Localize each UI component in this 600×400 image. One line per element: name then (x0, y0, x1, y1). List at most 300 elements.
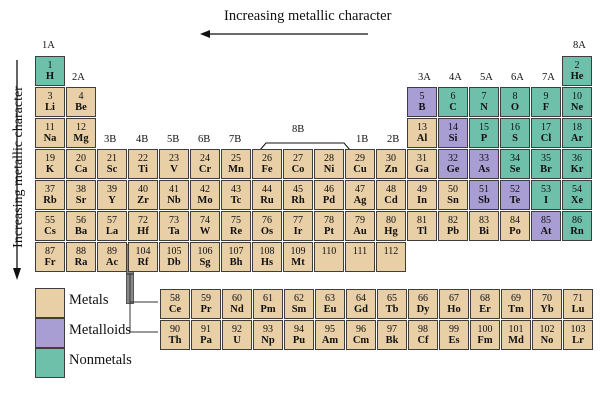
group-label-2a: 2A (72, 72, 85, 83)
element-cell (345, 211, 375, 241)
legend-swatch-metals (35, 288, 65, 318)
element-symbol: Ti (138, 164, 148, 175)
element-symbol: Be (75, 102, 87, 113)
group-label-8a: 8A (573, 40, 586, 51)
element-cell (377, 320, 407, 350)
element-symbol: Ta (168, 226, 180, 237)
element-symbol: He (570, 71, 584, 82)
element-cell (469, 118, 499, 148)
element-cell (160, 320, 190, 350)
element-symbol: Zr (137, 195, 149, 206)
atomic-number: 31 (417, 153, 427, 164)
element-symbol: Ra (74, 257, 88, 268)
group-label-6a: 6A (511, 72, 524, 83)
element-symbol: Mo (197, 195, 213, 206)
element-cell (531, 180, 561, 210)
atomic-number: 7 (481, 91, 487, 102)
element-cell (500, 211, 530, 241)
element-cell (438, 180, 468, 210)
element-symbol: Po (509, 226, 521, 237)
element-cell (66, 87, 96, 117)
atomic-number: 21 (107, 153, 117, 164)
element-cell (284, 289, 314, 319)
atomic-number: 93 (263, 324, 273, 335)
atomic-number: 82 (448, 215, 458, 226)
atomic-number: 86 (572, 215, 582, 226)
element-symbol: Ba (74, 226, 88, 237)
atomic-number: 101 (508, 324, 524, 335)
element-cell (501, 320, 531, 350)
element-cell (345, 149, 375, 179)
element-cell (376, 242, 406, 272)
element-symbol: Fr (44, 257, 56, 268)
atomic-number: 39 (107, 184, 117, 195)
element-symbol: Ho (447, 304, 461, 315)
atomic-number: 74 (200, 215, 210, 226)
element-cell (35, 242, 65, 272)
element-cell (408, 320, 438, 350)
atomic-number: 78 (324, 215, 334, 226)
atomic-number: 107 (228, 246, 244, 257)
element-cell (191, 320, 221, 350)
element-cell (470, 320, 500, 350)
element-symbol: Y (108, 195, 116, 206)
element-cell (562, 118, 592, 148)
element-cell (469, 180, 499, 210)
element-symbol: Ac (105, 257, 119, 268)
atomic-number: 55 (45, 215, 55, 226)
atomic-number: 14 (448, 122, 458, 133)
atomic-number: 60 (232, 293, 242, 304)
element-symbol: Bk (385, 335, 399, 346)
atomic-number: 73 (169, 215, 179, 226)
element-cell (283, 211, 313, 241)
atomic-number: 17 (541, 122, 551, 133)
atomic-number: 79 (355, 215, 365, 226)
element-cell (221, 149, 251, 179)
element-cell (35, 87, 65, 117)
element-cell (97, 242, 127, 272)
element-cell (315, 320, 345, 350)
atomic-number: 69 (511, 293, 521, 304)
atomic-number: 95 (325, 324, 335, 335)
element-cell (190, 242, 220, 272)
element-cell (563, 320, 593, 350)
atomic-number: 45 (293, 184, 303, 195)
element-symbol: Xe (570, 195, 584, 206)
atomic-number: 12 (76, 122, 86, 133)
atomic-number: 44 (262, 184, 272, 195)
element-symbol: Db (167, 257, 181, 268)
element-cell (253, 320, 283, 350)
element-symbol: Er (479, 304, 491, 315)
element-symbol: K (45, 164, 55, 175)
element-symbol: Bh (229, 257, 243, 268)
atomic-number: 15 (479, 122, 489, 133)
element-cell (35, 149, 65, 179)
element-symbol: La (105, 226, 119, 237)
element-cell (252, 180, 282, 210)
element-cell (439, 320, 469, 350)
atomic-number: 23 (169, 153, 179, 164)
atomic-number: 106 (197, 246, 213, 257)
atomic-number: 59 (201, 293, 211, 304)
element-cell (35, 56, 65, 86)
element-cell (222, 289, 252, 319)
atomic-number: 108 (259, 246, 275, 257)
legend-label-metals: Metals (69, 292, 109, 308)
top-axis-title: Increasing metallic character (224, 8, 392, 24)
element-symbol: Rh (291, 195, 305, 206)
element-symbol: B (418, 102, 426, 113)
element-symbol: Np (261, 335, 275, 346)
element-symbol: Ni (323, 164, 335, 175)
element-cell (376, 180, 406, 210)
atomic-number: 51 (479, 184, 489, 195)
element-symbol: Sm (291, 304, 307, 315)
atomic-number: 36 (572, 153, 582, 164)
atomic-number: 99 (449, 324, 459, 335)
element-cell (438, 87, 468, 117)
element-symbol: Ru (260, 195, 274, 206)
element-cell (438, 211, 468, 241)
element-cell (408, 289, 438, 319)
element-cell (531, 149, 561, 179)
element-symbol: Se (509, 164, 521, 175)
element-symbol: Cm (352, 335, 370, 346)
atomic-number: 96 (356, 324, 366, 335)
group-label-7b: 7B (229, 134, 242, 145)
element-symbol: Cl (540, 133, 552, 144)
element-symbol: No (540, 335, 554, 346)
element-symbol: Md (508, 335, 524, 346)
atomic-number: 10 (572, 91, 582, 102)
element-cell (377, 289, 407, 319)
element-cell (314, 211, 344, 241)
element-symbol: Re (229, 226, 243, 237)
element-cell (469, 211, 499, 241)
atomic-number: 8 (512, 91, 518, 102)
atomic-number: 42 (200, 184, 210, 195)
atomic-number: 87 (45, 246, 55, 257)
element-cell (159, 180, 189, 210)
atomic-number: 6 (450, 91, 456, 102)
element-symbol: V (170, 164, 178, 175)
atomic-number: 49 (417, 184, 427, 195)
atomic-number: 32 (448, 153, 458, 164)
element-cell (35, 180, 65, 210)
atomic-number: 67 (449, 293, 459, 304)
element-symbol: Te (509, 195, 521, 206)
element-symbol: Zn (384, 164, 398, 175)
element-cell (97, 149, 127, 179)
element-symbol: Ag (353, 195, 367, 206)
element-symbol: In (417, 195, 427, 206)
atomic-number: 104 (135, 246, 151, 257)
element-symbol: N (480, 102, 488, 113)
atomic-number: 35 (541, 153, 551, 164)
element-cell (531, 118, 561, 148)
atomic-number: 33 (479, 153, 489, 164)
element-symbol: Ce (168, 304, 182, 315)
element-symbol: Pt (324, 226, 334, 237)
element-cell (500, 149, 530, 179)
element-symbol: U (233, 335, 241, 346)
element-symbol: Cs (44, 226, 56, 237)
element-cell (439, 289, 469, 319)
group-label-5a: 5A (480, 72, 493, 83)
atomic-number: 56 (76, 215, 86, 226)
element-symbol: Rb (43, 195, 57, 206)
element-cell (314, 149, 344, 179)
element-symbol: Fm (477, 335, 493, 346)
group-label-3b: 3B (104, 134, 117, 145)
atomic-number: 24 (200, 153, 210, 164)
legend-label-metalloids: Metalloids (69, 322, 132, 338)
group-label-7a: 7A (542, 72, 555, 83)
element-symbol: I (543, 195, 549, 206)
atomic-number: 41 (169, 184, 179, 195)
element-cell (128, 211, 158, 241)
element-cell (283, 242, 313, 272)
atomic-number: 47 (355, 184, 365, 195)
element-cell (221, 211, 251, 241)
atomic-number: 90 (170, 324, 180, 335)
atomic-number: 43 (231, 184, 241, 195)
atomic-number: 2 (574, 60, 580, 71)
element-cell (501, 289, 531, 319)
element-symbol: Es (448, 335, 460, 346)
element-cell (222, 320, 252, 350)
element-symbol: Pu (292, 335, 306, 346)
atomic-number: 109 (290, 246, 306, 257)
group-label-2b: 2B (387, 134, 400, 145)
element-symbol: Th (168, 335, 182, 346)
atomic-number: 58 (170, 293, 180, 304)
element-cell (128, 242, 158, 272)
atomic-number: 68 (480, 293, 490, 304)
element-cell (438, 118, 468, 148)
atomic-number: 37 (45, 184, 55, 195)
atomic-number: 3 (47, 91, 53, 102)
atomic-number: 71 (573, 293, 583, 304)
element-cell (346, 289, 376, 319)
atomic-number: 112 (383, 246, 399, 257)
element-cell (314, 242, 344, 272)
atomic-number: 77 (293, 215, 303, 226)
element-cell (252, 149, 282, 179)
atomic-number: 11 (45, 122, 55, 133)
atomic-number: 85 (541, 215, 551, 226)
atomic-number: 26 (262, 153, 272, 164)
element-cell (128, 180, 158, 210)
element-cell (97, 180, 127, 210)
element-cell (35, 211, 65, 241)
group-label-8b: 8B (292, 124, 305, 135)
element-symbol: Hf (137, 226, 149, 237)
element-cell (345, 242, 375, 272)
element-cell (469, 149, 499, 179)
element-cell (252, 211, 282, 241)
group-label-3a: 3A (418, 72, 431, 83)
element-cell (190, 149, 220, 179)
element-symbol: Rf (137, 257, 149, 268)
element-cell (221, 242, 251, 272)
element-cell (531, 211, 561, 241)
atomic-number: 105 (166, 246, 182, 257)
atomic-number: 61 (263, 293, 273, 304)
atomic-number: 22 (138, 153, 148, 164)
element-symbol: Mg (73, 133, 89, 144)
element-cell (66, 211, 96, 241)
element-symbol: Am (321, 335, 339, 346)
element-symbol: Cr (198, 164, 212, 175)
atomic-number: 63 (325, 293, 335, 304)
element-cell (346, 320, 376, 350)
element-symbol: Gd (353, 304, 368, 315)
legend-swatch-nonmetals (35, 348, 65, 378)
element-cell (500, 118, 530, 148)
atomic-number: 72 (138, 215, 148, 226)
element-cell (66, 242, 96, 272)
element-symbol: Yb (540, 304, 554, 315)
element-cell (470, 289, 500, 319)
atomic-number: 89 (107, 246, 117, 257)
element-cell (562, 56, 592, 86)
element-symbol: Mt (291, 257, 305, 268)
element-symbol: C (449, 102, 457, 113)
atomic-number: 48 (386, 184, 396, 195)
element-symbol: Rn (570, 226, 584, 237)
element-cell (159, 211, 189, 241)
atomic-number: 5 (419, 91, 425, 102)
element-symbol: Hs (260, 257, 274, 268)
group-label-4a: 4A (449, 72, 462, 83)
atomic-number: 57 (107, 215, 117, 226)
atomic-number: 18 (572, 122, 582, 133)
atomic-number: 88 (76, 246, 86, 257)
atomic-number: 80 (386, 215, 396, 226)
element-cell (438, 149, 468, 179)
legend-swatch-metalloids (35, 318, 65, 348)
group-label-6b: 6B (198, 134, 211, 145)
element-cell (97, 211, 127, 241)
atomic-number: 13 (417, 122, 427, 133)
element-cell (407, 211, 437, 241)
atomic-number: 19 (45, 153, 55, 164)
element-cell (314, 180, 344, 210)
element-symbol: Tl (417, 226, 427, 237)
element-cell (500, 87, 530, 117)
element-symbol: At (540, 226, 552, 237)
group-label-1b: 1B (356, 134, 369, 145)
atomic-number: 64 (356, 293, 366, 304)
element-symbol: Si (448, 133, 458, 144)
atomic-number: 16 (510, 122, 520, 133)
element-cell (532, 320, 562, 350)
element-cell (315, 289, 345, 319)
element-symbol: Ir (293, 226, 303, 237)
element-cell (190, 180, 220, 210)
element-cell (562, 149, 592, 179)
element-symbol: Ne (570, 102, 584, 113)
element-cell (407, 180, 437, 210)
atomic-number: 98 (418, 324, 428, 335)
atomic-number: 27 (293, 153, 303, 164)
atomic-number: 84 (510, 215, 520, 226)
atomic-number: 76 (262, 215, 272, 226)
element-symbol: Pb (446, 226, 460, 237)
element-symbol: Lr (572, 335, 584, 346)
atomic-number: 81 (417, 215, 427, 226)
element-cell (66, 118, 96, 148)
element-symbol: Ar (570, 133, 584, 144)
atomic-number: 4 (78, 91, 84, 102)
element-symbol: Pr (200, 304, 212, 315)
atomic-number: 38 (76, 184, 86, 195)
element-cell (160, 289, 190, 319)
atomic-number: 50 (448, 184, 458, 195)
element-symbol: Nd (230, 304, 244, 315)
element-symbol: Cd (384, 195, 398, 206)
element-symbol: Lu (571, 304, 585, 315)
element-cell (159, 149, 189, 179)
element-symbol: Cu (353, 164, 367, 175)
element-cell (253, 289, 283, 319)
element-symbol: Tm (508, 304, 524, 315)
group-label-1a: 1A (42, 40, 55, 51)
element-symbol: Pd (322, 195, 336, 206)
element-symbol: Dy (416, 304, 430, 315)
element-cell (469, 87, 499, 117)
element-symbol: Au (353, 226, 367, 237)
element-symbol: Hg (384, 226, 398, 237)
element-symbol: Li (45, 102, 55, 113)
legend-label-nonmetals: Nonmetals (69, 352, 132, 368)
element-symbol: S (512, 133, 518, 144)
element-symbol: As (478, 164, 490, 175)
atomic-number: 66 (418, 293, 428, 304)
atomic-number: 75 (231, 215, 241, 226)
element-symbol: Mn (228, 164, 244, 175)
atomic-number: 28 (324, 153, 334, 164)
element-symbol: Tb (385, 304, 399, 315)
element-cell (66, 149, 96, 179)
group-label-5b: 5B (167, 134, 180, 145)
element-symbol: Ge (446, 164, 460, 175)
atomic-number: 102 (539, 324, 555, 335)
element-cell (407, 118, 437, 148)
atomic-number: 91 (201, 324, 211, 335)
atomic-number: 111 (352, 246, 368, 257)
group-label-4b: 4B (136, 134, 149, 145)
element-cell (407, 87, 437, 117)
element-symbol: F (542, 102, 550, 113)
atomic-number: 94 (294, 324, 304, 335)
element-symbol: Kr (570, 164, 584, 175)
element-cell (283, 180, 313, 210)
atomic-number: 46 (324, 184, 334, 195)
atomic-number: 100 (477, 324, 493, 335)
element-symbol: Sg (199, 257, 211, 268)
atomic-number: 103 (570, 324, 586, 335)
atomic-number: 92 (232, 324, 242, 335)
atomic-number: 52 (510, 184, 520, 195)
atomic-number: 9 (543, 91, 549, 102)
atomic-number: 53 (541, 184, 551, 195)
element-symbol: Sr (75, 195, 87, 206)
element-symbol: Sb (478, 195, 490, 206)
